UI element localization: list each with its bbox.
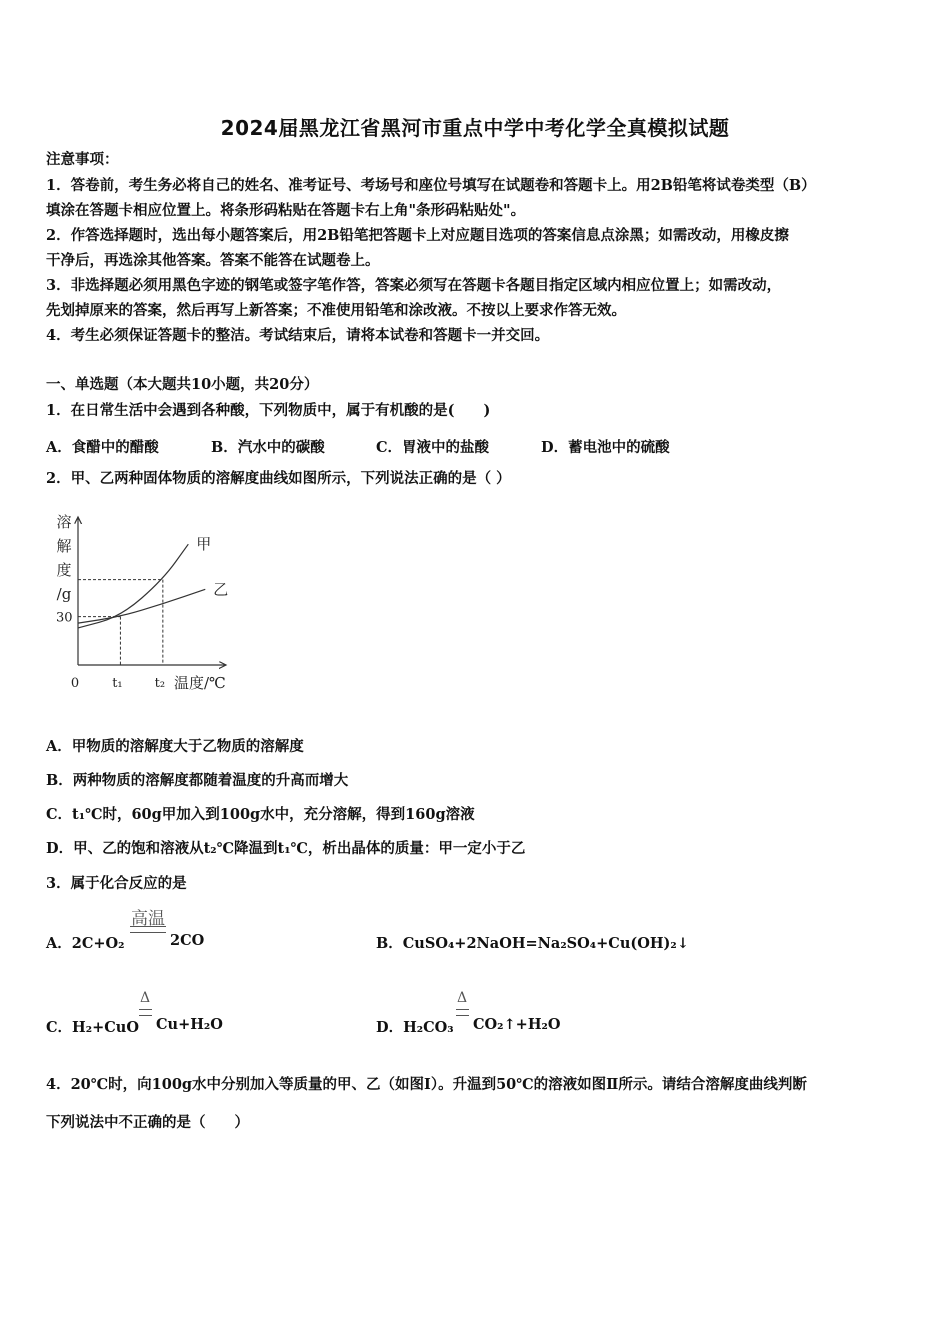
question-2-option-a: A．甲物质的溶解度大于乙物质的溶解度: [46, 738, 304, 755]
equation-text: CuSO₄+2NaOH=Na₂SO₄+Cu(OH)₂↓: [402, 935, 689, 952]
x-axis-label: 温度/℃: [174, 674, 226, 692]
equal-sign: [139, 1009, 152, 1016]
equation-lhs: H₂CO₃: [403, 1019, 454, 1036]
y-axis-label: 溶: [56, 513, 72, 531]
option-label: B．: [376, 935, 403, 952]
equal-sign: [456, 1009, 469, 1016]
solubility-chart: [40, 505, 240, 700]
option-b: B．汽水中的碳酸: [211, 439, 325, 456]
notice-line: 先划掉原来的答案，然后再写上新答案；不准使用铅笔和涂改液。不按以上要求作答无效。: [46, 302, 626, 319]
series-label: 甲: [196, 535, 212, 554]
y-axis-label: 解: [56, 537, 72, 555]
condition-heat: Δ: [456, 990, 468, 1006]
notice-line: 3．非选择题必须用黑色字迹的钢笔或签字笔作答，答案必须写在答题卡各题目指定区域内相应位置上；如需改动，: [46, 277, 782, 294]
question-2-option-d: D．甲、乙的饱和溶液从t₂℃降温到t₁℃，析出晶体的质量：甲一定小于乙: [46, 840, 526, 857]
notice-line: 填涂在答题卡相应位置上。将条形码粘贴在答题卡右上角"条形码粘贴处"。: [46, 202, 526, 219]
notice-line: 干净后，再选涂其他答案。答案不能答在试题卷上。: [46, 252, 380, 269]
question-4-stem-line: 下列说法中不正确的是（ ）: [46, 1114, 249, 1131]
series-line-jia: [78, 544, 188, 628]
q3-option-b: [376, 932, 689, 953]
q3-option-c: [46, 1016, 139, 1037]
equation-rhs: CO₂↑+H₂O: [473, 1016, 561, 1033]
option-d: D．蓄电池中的硫酸: [541, 439, 670, 456]
x-tick-label: 0: [70, 676, 80, 691]
equation-lhs: 2C+O₂: [71, 935, 125, 952]
option-label: A．: [46, 935, 72, 952]
series-label: 乙: [213, 580, 229, 599]
question-4-stem-line: 4．20℃时，向100g水中分别加入等质量的甲、乙（如图Ⅰ）。升温到50℃的溶液如图Ⅱ所示。请结合溶解度曲线判断: [46, 1076, 807, 1093]
notice-line: 1．答卷前，考生务必将自己的姓名、准考证号、考场号和座位号填写在试题卷和答题卡上。用2B铅笔将试卷类型（B）: [46, 177, 816, 194]
y-axis-label: 度: [56, 561, 72, 579]
question-2-stem: 2．甲、乙两种固体物质的溶解度曲线如图所示，下列说法正确的是（ ）: [46, 470, 511, 487]
question-1-stem: 1．在日常生活中会遇到各种酸，下列物质中，属于有机酸的是( ): [46, 402, 491, 419]
section-heading: 一、单选题（本大题共10小题，共20分）: [46, 376, 319, 393]
y-tick-label: 30: [56, 610, 73, 626]
option-label: D．: [376, 1019, 404, 1036]
page-title: 2024届黑龙江省黑河市重点中学中考化学全真模拟试题: [220, 116, 730, 140]
q3-option-a: [46, 932, 125, 953]
q3-option-d: [376, 1016, 454, 1037]
x-tick-label: t₂: [154, 676, 166, 691]
equal-sign: [130, 926, 166, 933]
notice-heading: 注意事项：: [46, 151, 119, 168]
question-3-stem: 3．属于化合反应的是: [46, 875, 187, 892]
equation-rhs: Cu+H₂O: [156, 1016, 223, 1033]
question-1-options: [46, 436, 741, 457]
equation-rhs: 2CO: [170, 932, 205, 949]
condition-high-temp: 高温: [131, 909, 165, 929]
y-axis-label: /g: [56, 585, 72, 603]
option-a: A．食醋中的醋酸: [46, 439, 159, 456]
question-2-option-b: B．两种物质的溶解度都随着温度的升高而增大: [46, 772, 349, 789]
question-2-option-c: C．t₁℃时，60g甲加入到100g水中，充分溶解，得到160g溶液: [46, 806, 475, 823]
condition-heat: Δ: [139, 990, 151, 1006]
notice-line: 4．考生必须保证答题卡的整洁。考试结束后，请将本试卷和答题卡一并交回。: [46, 327, 550, 344]
x-tick-label: t₁: [112, 676, 123, 691]
series-line-yi: [78, 589, 205, 623]
equation-lhs: H₂+CuO: [72, 1019, 139, 1036]
notice-line: 2．作答选择题时，选出每小题答案后，用2B铅笔把答题卡上对应题目选项的答案信息点涂黑；如需改动，用橡皮擦: [46, 227, 789, 244]
option-label: C．: [46, 1019, 73, 1036]
option-c: C．胃液中的盐酸: [376, 439, 490, 456]
